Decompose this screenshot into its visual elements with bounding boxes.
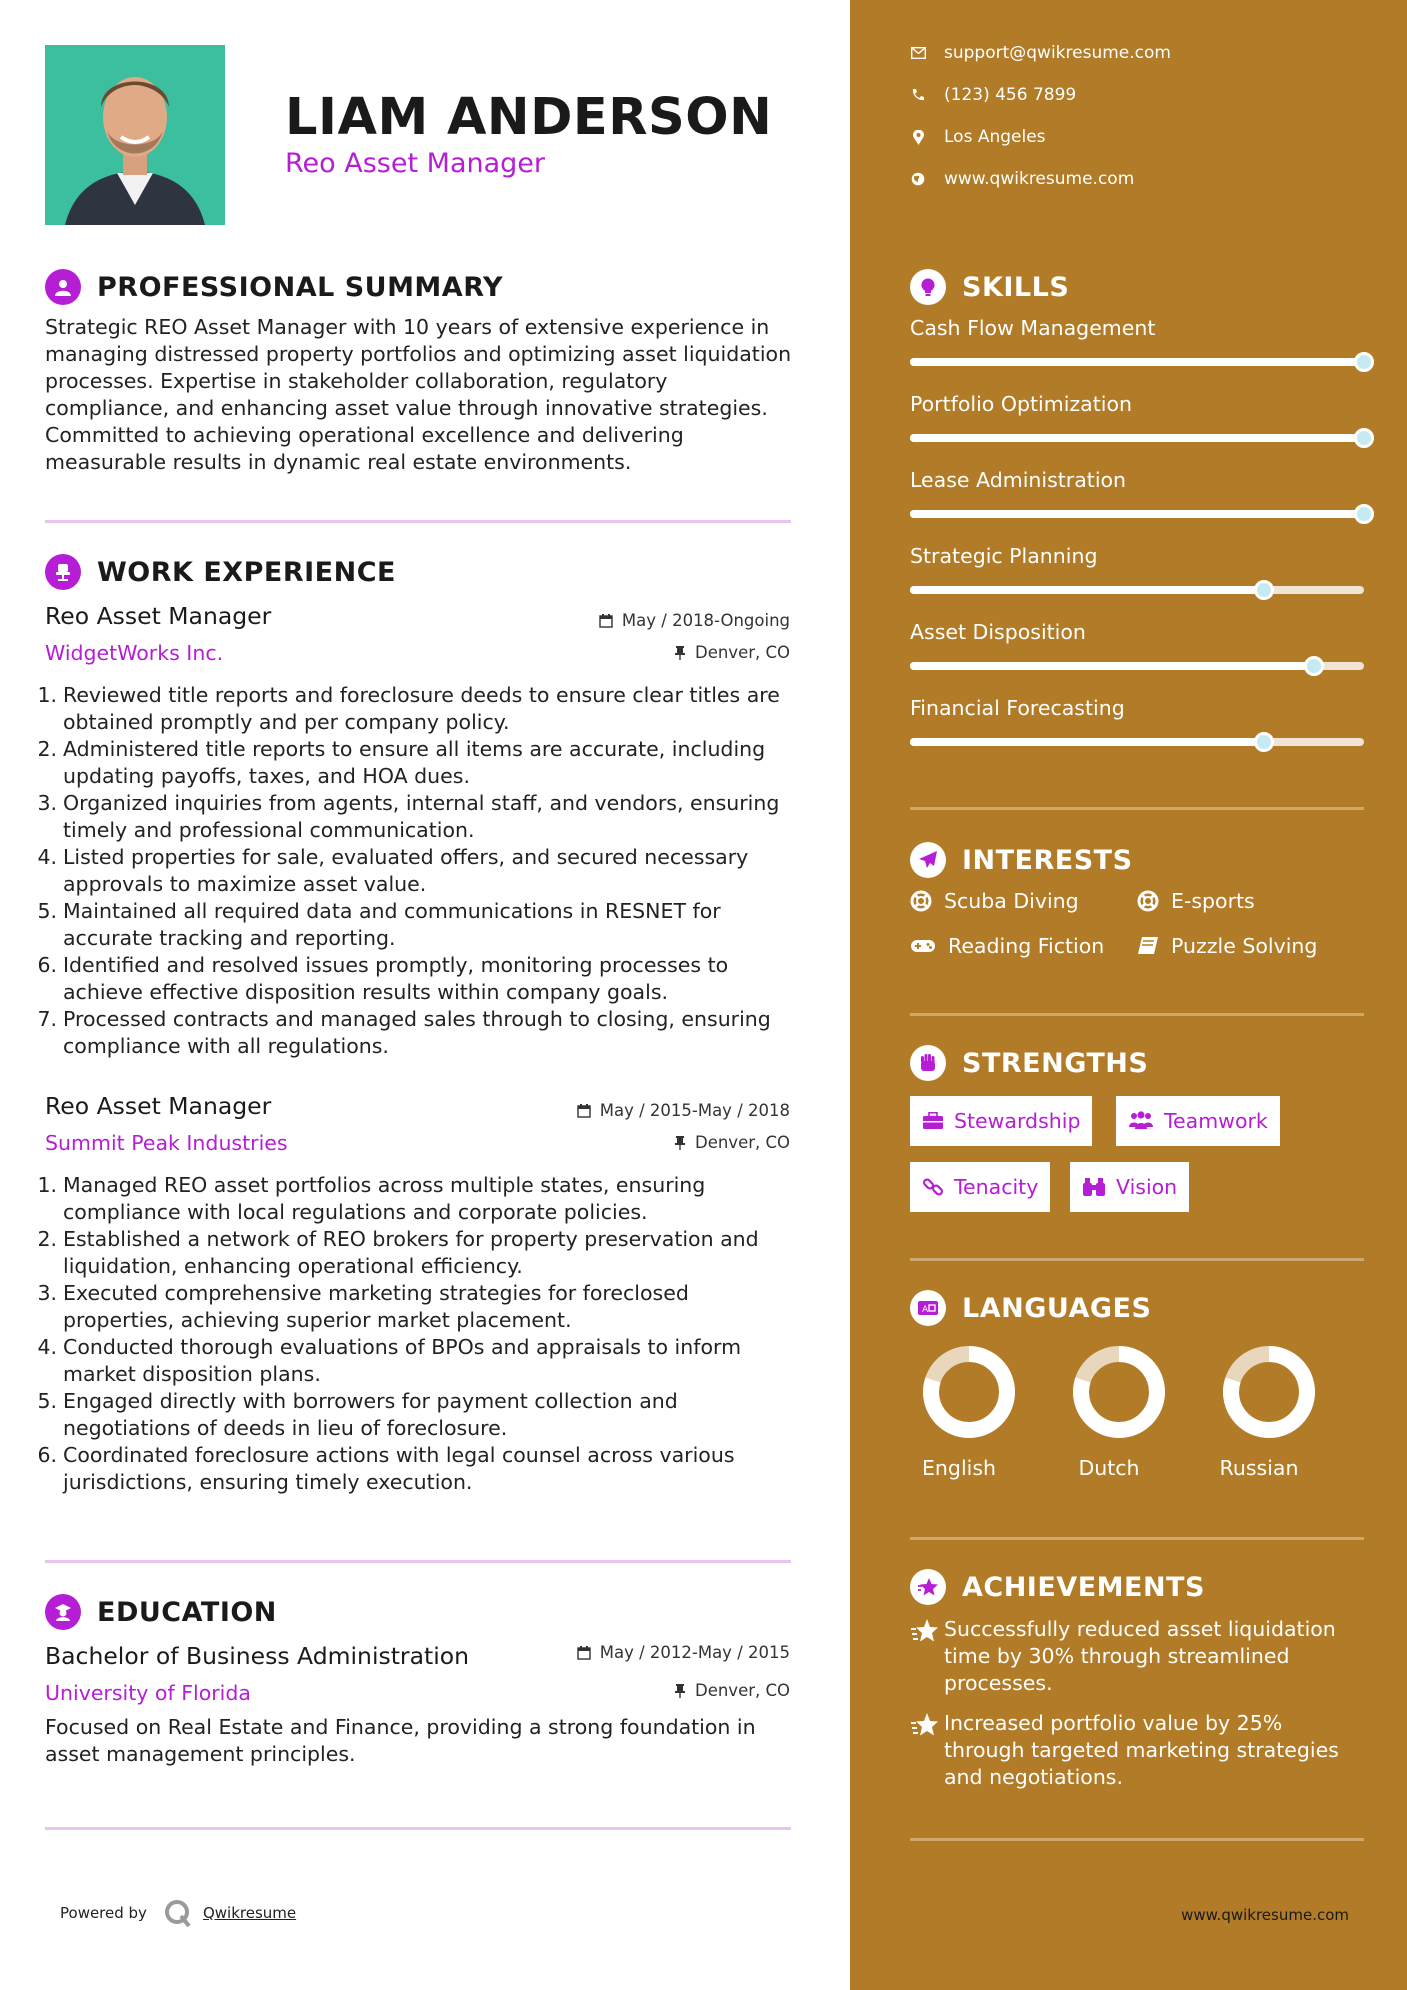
skill-bar-fill (910, 662, 1314, 670)
section-divider (45, 1560, 791, 1563)
gamepad-icon (910, 938, 936, 954)
skill-bar (910, 434, 1364, 442)
education-header (45, 1593, 277, 1631)
skill-level-knob (1354, 352, 1374, 372)
profile-photo (45, 45, 225, 225)
achievements-header (910, 1568, 1205, 1606)
strength-chip (910, 1162, 1050, 1212)
education-description: Focused on Real Estate and Finance, providing a strong foundation in asset management principles. (45, 1715, 756, 1766)
experience-header (45, 553, 396, 591)
summary-text: Strategic REO Asset Manager with 10 years of extensive experience in managing distressed property portfolios and optimizing asset liquidation processes. Expertise in stakeholder collaboration, regulatory compliance, and enhancing asset value through innovative strategies. Committed to achieving operational excellence and delivering measurable results in dynamic real estate environments. (45, 315, 792, 474)
location-text: Los Angeles (944, 127, 1046, 147)
skill-level-knob (1354, 428, 1374, 448)
paper-plane-icon (910, 842, 946, 878)
job-bullets (35, 682, 795, 1060)
strength-chip (910, 1096, 1092, 1146)
education-location-text: Denver, CO (694, 1681, 790, 1700)
pin-icon (674, 1684, 686, 1698)
powered-by-label: Powered by (60, 1904, 147, 1922)
section-divider (910, 1537, 1364, 1540)
company-name: Summit Peak Industries (45, 1131, 288, 1155)
job-location (674, 1133, 790, 1152)
office-chair-icon (45, 554, 81, 590)
interest-item (1137, 934, 1317, 958)
skill-bar-fill (910, 434, 1364, 442)
skill-bar (910, 358, 1364, 366)
list-item: 3. Executed comprehensive marketing strategies for foreclosed properties, achieving superior market placement. (37, 1281, 689, 1332)
language-ring (1064, 1342, 1174, 1446)
contact-website[interactable] (910, 169, 1134, 189)
svg-text:A: A (922, 1305, 929, 1315)
link-icon (922, 1176, 944, 1198)
list-item: 1. Reviewed title reports and foreclosure deeds to ensure clear titles are obtained promptly and per company policy. (37, 683, 780, 734)
section-divider (910, 807, 1364, 810)
strength-label: Teamwork (1164, 1109, 1268, 1133)
phone-icon (911, 88, 925, 102)
contact-phone[interactable] (910, 85, 1076, 105)
skills-header (910, 268, 1069, 306)
strength-label: Tenacity (954, 1175, 1039, 1199)
job-location (674, 643, 790, 662)
skill-label: Strategic Planning (910, 544, 1098, 568)
interests-heading: INTERESTS (962, 844, 1133, 876)
list-item: 5. Maintained all required data and communications in RESNET for accurate tracking and reporting. (37, 899, 721, 950)
book-icon (1137, 936, 1159, 956)
education-dates (577, 1643, 790, 1662)
list-item: 6. Identified and resolved issues promptly, monitoring processes to achieve effective disposition results within company goals. (37, 953, 729, 1004)
interest-label: Puzzle Solving (1171, 934, 1318, 958)
experience-heading: WORK EXPERIENCE (97, 556, 396, 588)
powered-by (60, 1898, 296, 1928)
interest-label: Reading Fiction (948, 934, 1105, 958)
interest-label: E-sports (1171, 889, 1255, 913)
job-location-text: Denver, CO (694, 1133, 790, 1152)
achievements-heading: ACHIEVEMENTS (962, 1571, 1205, 1603)
skill-bar-fill (910, 586, 1264, 594)
language-label: Russian (1219, 1456, 1299, 1480)
interest-item (1137, 889, 1255, 913)
section-divider (910, 1838, 1364, 1841)
section-divider (45, 520, 791, 523)
job-title: Reo Asset Manager (45, 1092, 272, 1120)
calendar-icon (599, 614, 613, 628)
skill-label: Portfolio Optimization (910, 392, 1132, 416)
interest-label: Scuba Diving (944, 889, 1079, 913)
skill-bar-fill (910, 738, 1264, 746)
skill-level-knob (1304, 656, 1324, 676)
skill-level-knob (1354, 504, 1374, 524)
skill-bar (910, 662, 1364, 670)
lightbulb-icon (910, 269, 946, 305)
skills-heading: SKILLS (962, 271, 1070, 303)
list-item: 3. Organized inquiries from agents, internal staff, and vendors, ensuring timely and professional communication. (37, 791, 780, 842)
map-marker-icon (913, 130, 924, 145)
user-icon (45, 269, 81, 305)
language-label: English (921, 1456, 997, 1480)
skill-bar (910, 510, 1364, 518)
list-item: 5. Engaged directly with borrowers for payment collection and negotiations of deeds in lieu of foreclosure. (37, 1389, 678, 1440)
list-item: 7. Processed contracts and managed sales through to closing, ensuring compliance with all regulations. (37, 1007, 771, 1058)
binoculars-icon (1082, 1177, 1106, 1197)
job-dates-text: May / 2015-May / 2018 (599, 1101, 790, 1120)
calendar-icon (577, 1646, 591, 1660)
list-item: 1. Managed REO asset portfolios across multiple states, ensuring compliance with local regulations and corporate policies. (37, 1173, 706, 1224)
skill-level-knob (1254, 580, 1274, 600)
list-item: 4. Conducted thorough evaluations of BPOs and appraisals to inform market disposition plans. (37, 1335, 742, 1386)
skill-level-knob (1254, 732, 1274, 752)
graduate-icon (45, 1594, 81, 1630)
job-location-text: Denver, CO (694, 643, 790, 662)
contact-email[interactable] (910, 43, 1171, 63)
candidate-name: LIAM ANDERSON (285, 88, 773, 147)
footer-website[interactable]: www.qwikresume.com (1181, 1906, 1349, 1924)
list-item: 6. Coordinated foreclosure actions with legal counsel across various jurisdictions, ensuring timely execution. (37, 1443, 735, 1494)
skill-bar-fill (910, 510, 1364, 518)
company-name: WidgetWorks Inc. (45, 641, 224, 665)
strength-chip (1070, 1162, 1189, 1212)
phone-text: (123) 456 7899 (944, 85, 1077, 105)
list-item: 4. Listed properties for sale, evaluated offers, and secured necessary approvals to maximize asset value. (37, 845, 749, 896)
website-text: www.qwikresume.com (944, 169, 1135, 189)
language-ring (1214, 1342, 1324, 1446)
skill-bar (910, 738, 1364, 746)
life-ring-icon (910, 890, 932, 912)
skill-label: Financial Forecasting (910, 696, 1125, 720)
users-icon (1128, 1111, 1154, 1131)
envelope-icon (911, 47, 926, 59)
qwikresume-logo-icon (163, 1898, 193, 1928)
calendar-icon (577, 1104, 591, 1118)
email-text: support@qwikresume.com (944, 43, 1171, 63)
strengths-header (910, 1044, 1148, 1082)
strength-chip (1116, 1096, 1280, 1146)
star-badge-icon (910, 1569, 946, 1605)
list-item: 2. Administered title reports to ensure all items are accurate, including updating payoffs, taxes, and HOA dues. (37, 737, 766, 788)
language-label: Dutch (1078, 1456, 1140, 1480)
candidate-title: Reo Asset Manager (285, 148, 545, 179)
summary-header (45, 268, 503, 306)
star-icon (910, 1712, 940, 1738)
education-location (674, 1681, 790, 1700)
life-ring-icon (1137, 890, 1159, 912)
section-divider (45, 1827, 791, 1830)
interest-item (910, 934, 1104, 958)
language-ring (914, 1342, 1024, 1446)
strength-label: Stewardship (954, 1109, 1081, 1133)
job-title: Reo Asset Manager (45, 602, 272, 630)
skill-label: Cash Flow Management (910, 316, 1156, 340)
job-dates-text: May / 2018-Ongoing (621, 611, 790, 630)
degree-title: Bachelor of Business Administration (45, 1642, 470, 1670)
summary-heading: PROFESSIONAL SUMMARY (97, 271, 504, 303)
achievement-item: Successfully reduced asset liquidation time by 30% through streamlined processes. (910, 1616, 1370, 1697)
strength-label: Vision (1116, 1175, 1178, 1199)
pin-icon (674, 646, 686, 660)
achievement-item: Increased portfolio value by 25% through targeted marketing strategies and negotiations. (910, 1710, 1370, 1791)
skill-bar (910, 586, 1364, 594)
language-icon (910, 1290, 946, 1326)
education-heading: EDUCATION (97, 1596, 277, 1628)
education-dates-text: May / 2012-May / 2015 (599, 1643, 790, 1662)
job-dates (577, 1101, 790, 1120)
star-icon (910, 1618, 940, 1644)
school-name: University of Florida (45, 1681, 251, 1705)
globe-icon (911, 172, 925, 186)
languages-heading: LANGUAGES (962, 1292, 1152, 1324)
strengths-heading: STRENGTHS (962, 1047, 1149, 1079)
skill-label: Lease Administration (910, 468, 1127, 492)
fist-icon (910, 1045, 946, 1081)
section-divider (910, 1258, 1364, 1261)
qwikresume-link[interactable]: Qwikresume (202, 1904, 297, 1922)
interest-item (910, 889, 1079, 913)
skill-bar-fill (910, 358, 1364, 366)
languages-header (910, 1289, 1151, 1327)
skill-label: Asset Disposition (910, 620, 1086, 644)
contact-location (910, 127, 1046, 147)
section-divider (910, 1013, 1364, 1016)
briefcase-icon (922, 1112, 944, 1130)
interests-header (910, 841, 1133, 879)
list-item: 2. Established a network of REO brokers for property preservation and liquidation, enhancing operational efficiency. (37, 1227, 759, 1278)
job-dates (599, 611, 790, 630)
job-bullets (35, 1172, 795, 1496)
pin-icon (674, 1136, 686, 1150)
